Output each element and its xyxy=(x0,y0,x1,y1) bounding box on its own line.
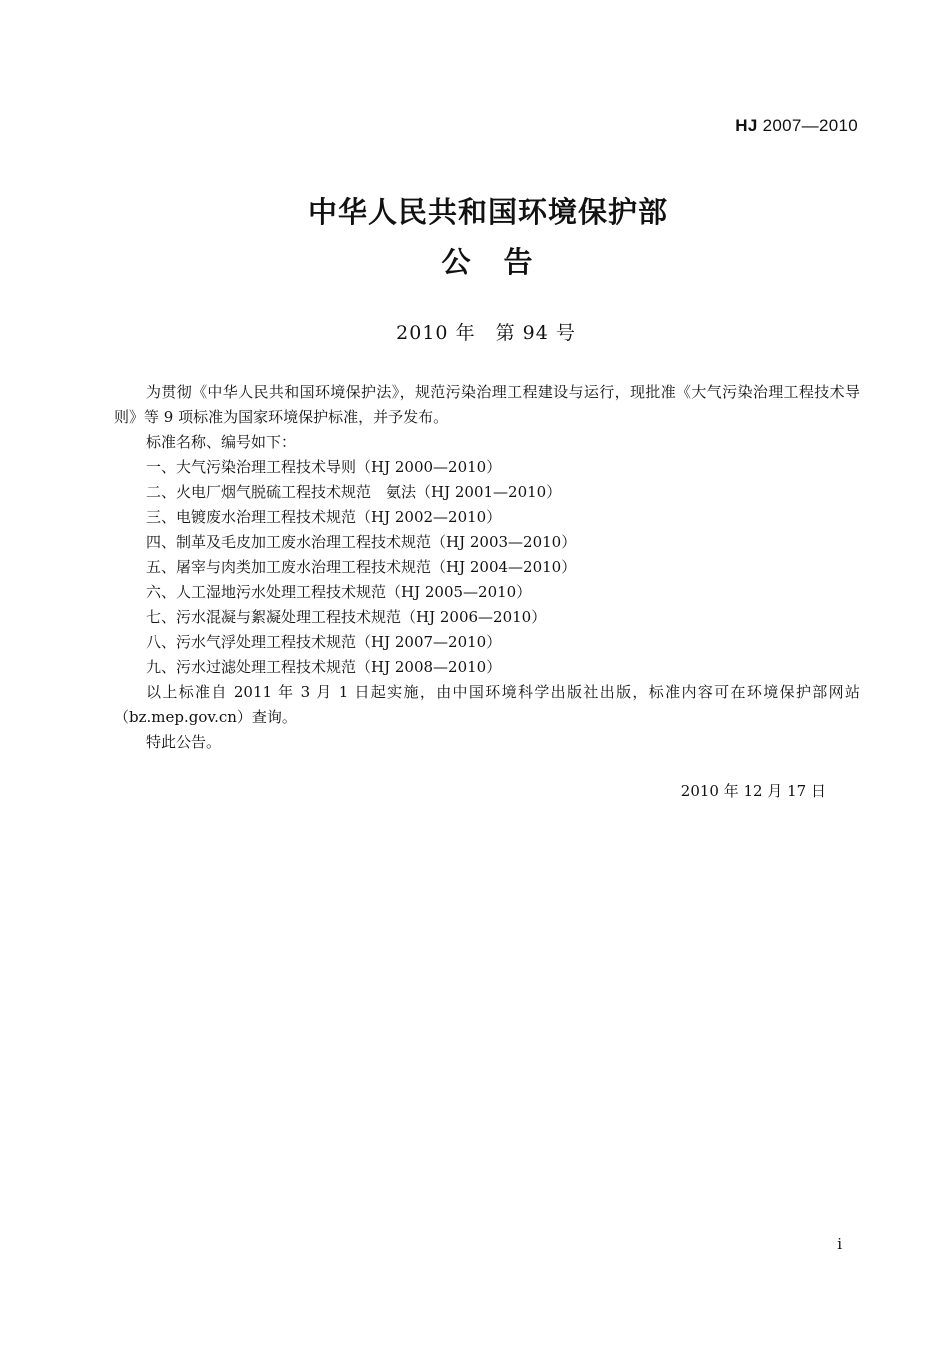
list-item: 六、人工湿地污水处理工程技术规范（HJ 2005—2010） xyxy=(146,583,532,601)
list-item: 九、污水过滤处理工程技术规范（HJ 2008—2010） xyxy=(146,658,502,676)
page-number: i xyxy=(837,1235,842,1253)
list-item: 五、屠宰与肉类加工废水治理工程技术规范（HJ 2004—2010） xyxy=(146,558,577,576)
issue-date: 2010 年 12 月 17 日 xyxy=(680,782,826,800)
implementation-paragraph: 以上标准自 2011 年 3 月 1 日起实施，由中国环境科学出版社出版，标准内容可在环境保护部网站（bz.mep.gov.cn）查询。 xyxy=(114,683,860,726)
announcement-heading: 公 告 xyxy=(441,245,535,279)
standard-code-number: 2007—2010 xyxy=(762,116,858,135)
list-item: 三、电镀废水治理工程技术规范（HJ 2002—2010） xyxy=(146,508,502,526)
list-intro: 标准名称、编号如下： xyxy=(146,433,297,451)
list-item: 二、火电厂烟气脱硫工程技术规范 氨法（HJ 2001—2010） xyxy=(146,483,562,501)
announcement-number: 2010 年 第 94 号 xyxy=(396,322,576,344)
intro-paragraph: 为贯彻《中华人民共和国环境保护法》，规范污染治理工程建设与运行，现批准《大气污染治理工程技术导则》等 9 项标准为国家环境保护标准，并予发布。 xyxy=(114,383,860,426)
list-item: 七、污水混凝与絮凝处理工程技术规范（HJ 2006—2010） xyxy=(146,608,547,626)
standard-code xyxy=(735,116,858,136)
standards-list xyxy=(114,455,860,680)
closing-line: 特此公告。 xyxy=(146,733,222,751)
list-item: 八、污水气浮处理工程技术规范（HJ 2007—2010） xyxy=(146,633,502,651)
list-item: 一、大气污染治理工程技术导则（HJ 2000—2010） xyxy=(146,458,502,476)
standard-code-prefix: HJ xyxy=(735,116,758,135)
announcement-body xyxy=(114,380,860,755)
issuer-title: 中华人民共和国环境保护部 xyxy=(307,195,668,229)
list-item: 四、制革及毛皮加工废水治理工程技术规范（HJ 2003—2010） xyxy=(146,533,577,551)
